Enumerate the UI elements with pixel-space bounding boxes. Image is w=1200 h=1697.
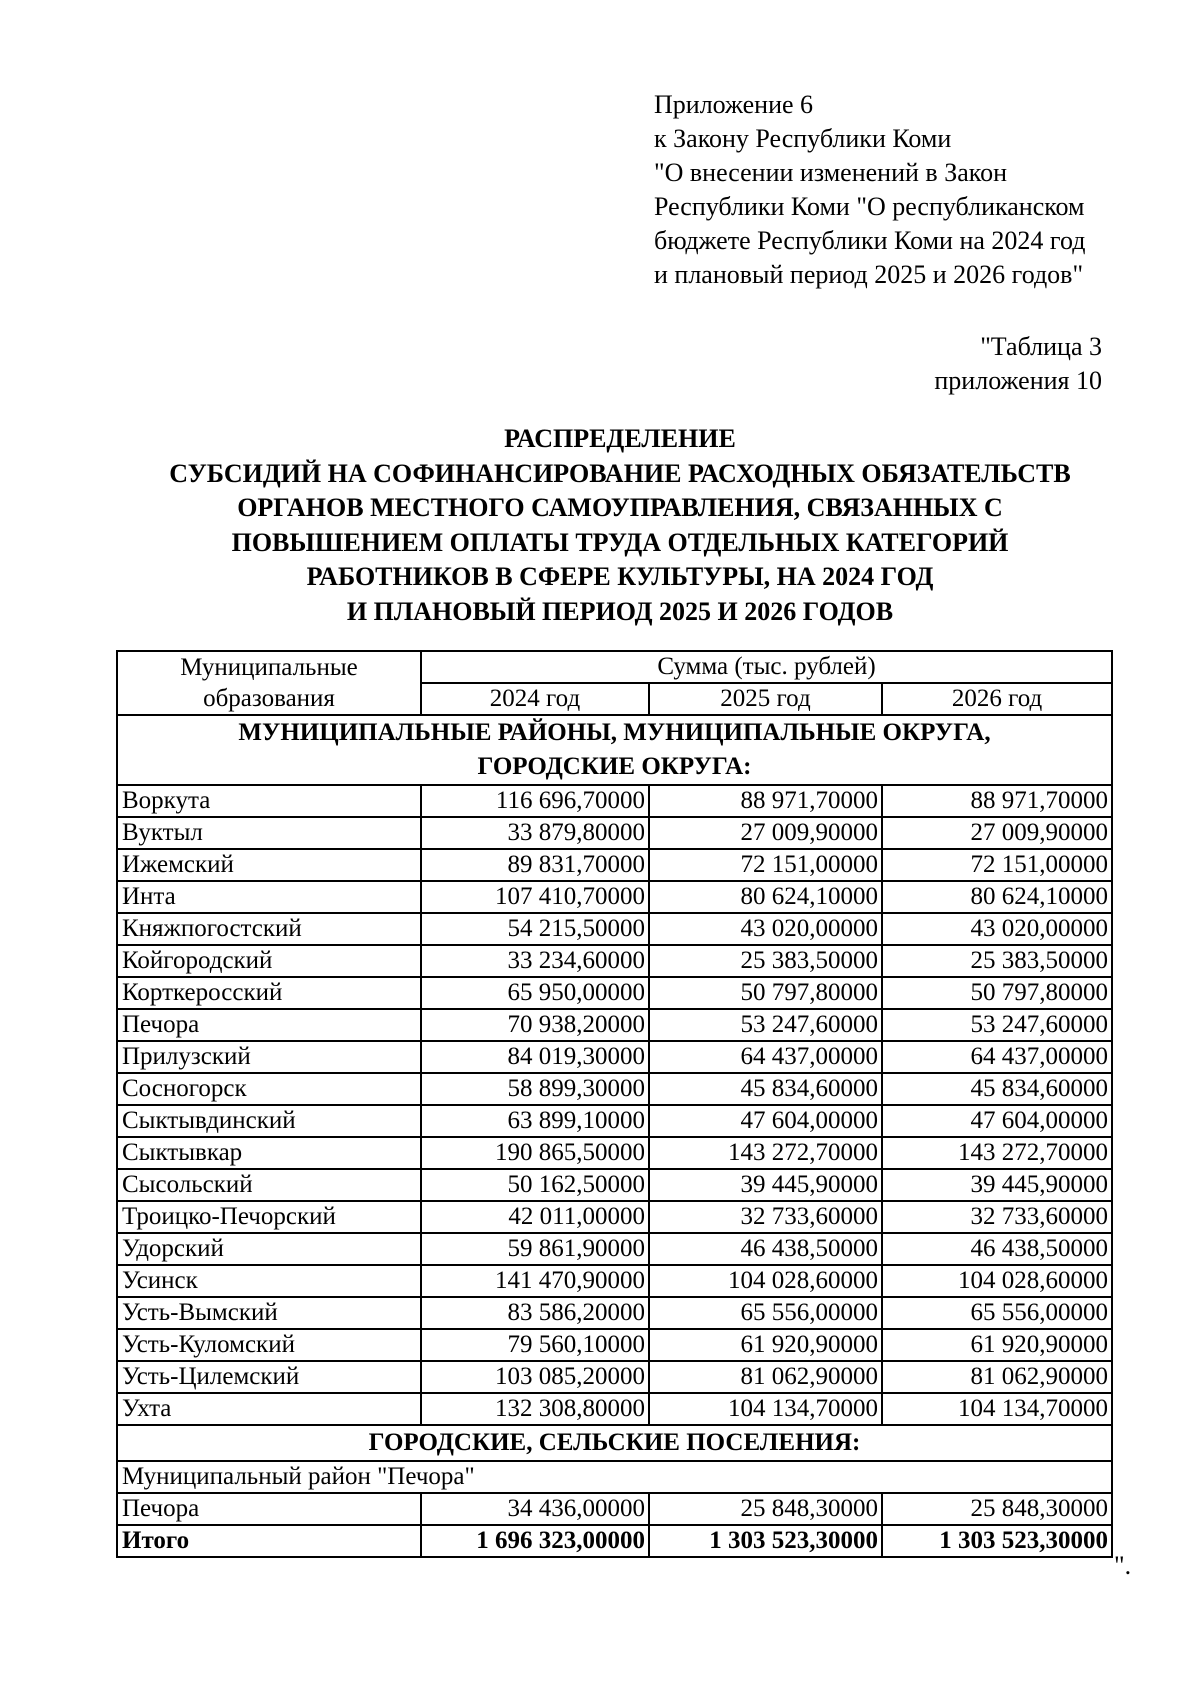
row-value-2024: 42 011,00000 <box>421 1201 649 1233</box>
document-title <box>0 422 1200 629</box>
row-name: Княжпогостский <box>117 913 421 945</box>
row-value-2026: 32 733,60000 <box>882 1201 1112 1233</box>
district-row <box>117 1461 1112 1493</box>
row-value-2024: 83 586,20000 <box>421 1297 649 1329</box>
total-row <box>117 1525 1112 1557</box>
row-value-2026: 46 438,50000 <box>882 1233 1112 1265</box>
table-ref-line1: "Таблица 3 <box>980 332 1102 361</box>
table-row <box>117 1493 1112 1525</box>
row-value-2024: 89 831,70000 <box>421 849 649 881</box>
row-name: Корткеросский <box>117 977 421 1009</box>
table-row <box>117 817 1112 849</box>
row-name: Усть-Вымский <box>117 1297 421 1329</box>
header-sum: Сумма (тыс. рублей) <box>421 651 1112 683</box>
row-value-2025: 39 445,90000 <box>649 1169 882 1201</box>
row-value-2024: 50 162,50000 <box>421 1169 649 1201</box>
row-value-2025: 80 624,10000 <box>649 881 882 913</box>
table-row <box>117 1041 1112 1073</box>
row-value-2024: 33 879,80000 <box>421 817 649 849</box>
row-value-2026: 88 971,70000 <box>882 785 1112 817</box>
row-name: Прилузский <box>117 1041 421 1073</box>
title-line: РАСПРЕДЕЛЕНИЕ <box>504 424 736 453</box>
row-name: Печора <box>117 1493 421 1525</box>
row-value-2026: 53 247,60000 <box>882 1009 1112 1041</box>
row-name: Печора <box>117 1009 421 1041</box>
table-row <box>117 1361 1112 1393</box>
title-line: РАБОТНИКОВ В СФЕРЕ КУЛЬТУРЫ, НА 2024 ГОД <box>306 562 934 591</box>
row-value-2024: 70 938,20000 <box>421 1009 649 1041</box>
row-value-2026: 45 834,60000 <box>882 1073 1112 1105</box>
row-value-2026: 64 437,00000 <box>882 1041 1112 1073</box>
row-value-2026: 81 062,90000 <box>882 1361 1112 1393</box>
appendix-line: к Закону Республики Коми <box>654 124 952 153</box>
row-name: Инта <box>117 881 421 913</box>
row-value-2024: 33 234,60000 <box>421 945 649 977</box>
section-header-districts <box>117 715 1112 785</box>
row-value-2025: 61 920,90000 <box>649 1329 882 1361</box>
row-value-2026: 50 797,80000 <box>882 977 1112 1009</box>
row-value-2024: 103 085,20000 <box>421 1361 649 1393</box>
row-value-2026: 25 383,50000 <box>882 945 1112 977</box>
row-value-2025: 81 062,90000 <box>649 1361 882 1393</box>
appendix-block <box>654 88 1085 292</box>
section-title-line1: МУНИЦИПАЛЬНЫЕ РАЙОНЫ, МУНИЦИПАЛЬНЫЕ ОКРУГА, <box>238 719 991 746</box>
row-value-2025: 43 020,00000 <box>649 913 882 945</box>
closing-quote: ". <box>1114 1551 1132 1580</box>
row-name: Усть-Куломский <box>117 1329 421 1361</box>
row-name: Вуктыл <box>117 817 421 849</box>
row-value-2024: 54 215,50000 <box>421 913 649 945</box>
row-value-2024: 63 899,10000 <box>421 1105 649 1137</box>
appendix-line: Республики Коми "О республиканском <box>654 192 1085 221</box>
row-value-2026: 104 028,60000 <box>882 1265 1112 1297</box>
section-title-line2: ГОРОДСКИЕ ОКРУГА: <box>477 753 752 780</box>
total-value-2024: 1 696 323,00000 <box>421 1525 649 1557</box>
title-line: ПОВЫШЕНИЕМ ОПЛАТЫ ТРУДА ОТДЕЛЬНЫХ КАТЕГОРИЙ <box>231 527 1009 557</box>
table-row <box>117 1393 1112 1425</box>
total-value-2026: 1 303 523,30000 <box>882 1525 1112 1557</box>
appendix-line: и плановый период 2025 и 2026 годов" <box>654 260 1084 289</box>
table-row <box>117 1137 1112 1169</box>
table-row <box>117 1169 1112 1201</box>
row-value-2025: 104 028,60000 <box>649 1265 882 1297</box>
row-value-2025: 27 009,90000 <box>649 817 882 849</box>
table-row <box>117 1265 1112 1297</box>
header-year-2025: 2025 год <box>649 683 882 715</box>
row-value-2024: 59 861,90000 <box>421 1233 649 1265</box>
row-value-2025: 53 247,60000 <box>649 1009 882 1041</box>
row-value-2024: 107 410,70000 <box>421 881 649 913</box>
table-row <box>117 977 1112 1009</box>
title-line: СУБСИДИЙ НА СОФИНАНСИРОВАНИЕ РАСХОДНЫХ ОБЯЗАТЕЛЬСТВ <box>169 458 1071 488</box>
row-value-2026: 80 624,10000 <box>882 881 1112 913</box>
appendix-line: Приложение 6 <box>654 90 814 119</box>
row-name: Койгородский <box>117 945 421 977</box>
row-name: Сыктывкар <box>117 1137 421 1169</box>
row-value-2024: 65 950,00000 <box>421 977 649 1009</box>
table-row <box>117 1233 1112 1265</box>
table-row <box>117 785 1112 817</box>
row-value-2025: 64 437,00000 <box>649 1041 882 1073</box>
row-value-2026: 27 009,90000 <box>882 817 1112 849</box>
row-name: Ижемский <box>117 849 421 881</box>
row-value-2025: 50 797,80000 <box>649 977 882 1009</box>
row-value-2025: 45 834,60000 <box>649 1073 882 1105</box>
row-value-2026: 65 556,00000 <box>882 1297 1112 1329</box>
row-value-2024: 79 560,10000 <box>421 1329 649 1361</box>
total-label: Итого <box>117 1525 421 1557</box>
row-name: Сосногорск <box>117 1073 421 1105</box>
header-row-2 <box>117 683 1112 715</box>
row-value-2025: 47 604,00000 <box>649 1105 882 1137</box>
row-name: Сыктывдинский <box>117 1105 421 1137</box>
row-value-2026: 61 920,90000 <box>882 1329 1112 1361</box>
row-value-2024: 141 470,90000 <box>421 1265 649 1297</box>
row-value-2025: 65 556,00000 <box>649 1297 882 1329</box>
appendix-line: "О внесении изменений в Закон <box>654 158 1007 187</box>
total-value-2025: 1 303 523,30000 <box>649 1525 882 1557</box>
table-ref-line2: приложения 10 <box>934 366 1102 395</box>
title-line: ОРГАНОВ МЕСТНОГО САМОУПРАВЛЕНИЯ, СВЯЗАННЫХ С <box>237 493 1003 522</box>
row-value-2025: 143 272,70000 <box>649 1137 882 1169</box>
header-municipality-line1: Муниципальные <box>117 651 421 683</box>
subsidy-table <box>116 650 1113 1558</box>
header-year-2024: 2024 год <box>421 683 649 715</box>
row-value-2025: 25 383,50000 <box>649 945 882 977</box>
table-row <box>117 849 1112 881</box>
row-value-2025: 88 971,70000 <box>649 785 882 817</box>
header-row-1 <box>117 651 1112 683</box>
row-value-2024: 132 308,80000 <box>421 1393 649 1425</box>
row-name: Сысольский <box>117 1169 421 1201</box>
row-value-2024: 84 019,30000 <box>421 1041 649 1073</box>
table-row <box>117 1201 1112 1233</box>
row-value-2026: 72 151,00000 <box>882 849 1112 881</box>
title-line: И ПЛАНОВЫЙ ПЕРИОД 2025 И 2026 ГОДОВ <box>346 596 894 626</box>
section-header-settlements <box>117 1425 1112 1461</box>
table-row <box>117 945 1112 977</box>
section-title: ГОРОДСКИЕ, СЕЛЬСКИЕ ПОСЕЛЕНИЯ: <box>117 1425 1112 1461</box>
row-value-2026: 39 445,90000 <box>882 1169 1112 1201</box>
district-name: Муниципальный район "Печора" <box>117 1461 1112 1493</box>
table-row <box>117 1329 1112 1361</box>
header-year-2026: 2026 год <box>882 683 1112 715</box>
row-value-2024: 58 899,30000 <box>421 1073 649 1105</box>
row-name: Усть-Цилемский <box>117 1361 421 1393</box>
row-value-2025: 46 438,50000 <box>649 1233 882 1265</box>
row-value-2026: 43 020,00000 <box>882 913 1112 945</box>
row-value-2026: 104 134,70000 <box>882 1393 1112 1425</box>
table-row <box>117 1073 1112 1105</box>
table-reference <box>934 330 1102 398</box>
appendix-line: бюджете Республики Коми на 2024 год <box>654 226 1086 255</box>
table-row <box>117 1105 1112 1137</box>
table-row <box>117 913 1112 945</box>
row-name: Усинск <box>117 1265 421 1297</box>
row-value-2025: 32 733,60000 <box>649 1201 882 1233</box>
row-name: Воркута <box>117 785 421 817</box>
row-value-2026: 25 848,30000 <box>882 1493 1112 1525</box>
row-value-2026: 47 604,00000 <box>882 1105 1112 1137</box>
row-value-2025: 25 848,30000 <box>649 1493 882 1525</box>
header-municipality-line2: образования <box>117 683 421 715</box>
table-row <box>117 881 1112 913</box>
table-row <box>117 1009 1112 1041</box>
row-value-2024: 34 436,00000 <box>421 1493 649 1525</box>
row-name: Удорский <box>117 1233 421 1265</box>
row-value-2024: 116 696,70000 <box>421 785 649 817</box>
row-value-2025: 104 134,70000 <box>649 1393 882 1425</box>
row-name: Ухта <box>117 1393 421 1425</box>
section-title <box>117 715 1112 785</box>
row-value-2026: 143 272,70000 <box>882 1137 1112 1169</box>
row-value-2025: 72 151,00000 <box>649 849 882 881</box>
row-value-2024: 190 865,50000 <box>421 1137 649 1169</box>
row-name: Троицко-Печорский <box>117 1201 421 1233</box>
table-row <box>117 1297 1112 1329</box>
